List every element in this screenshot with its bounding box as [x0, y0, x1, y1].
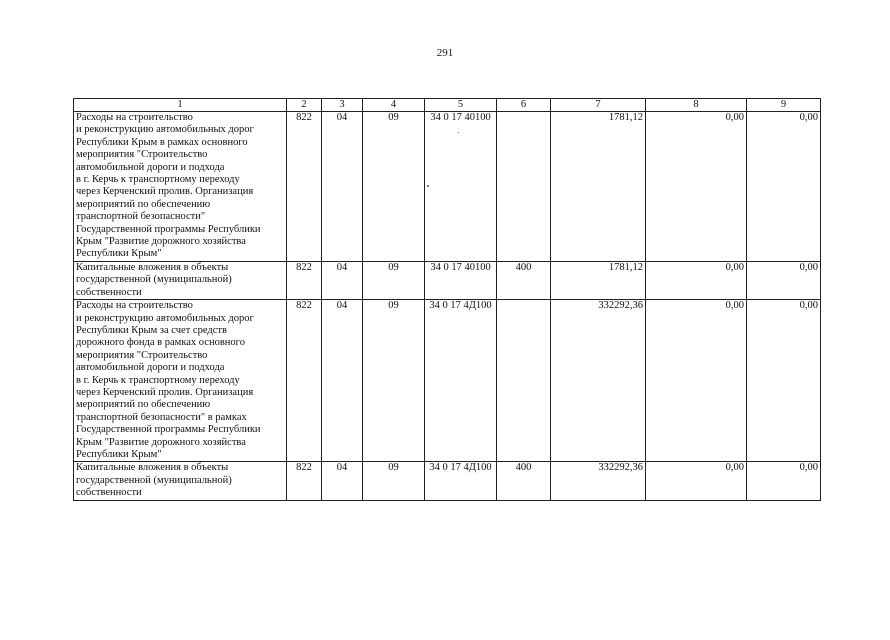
row-col6: 400 — [497, 261, 551, 299]
row-col7: 332292,36 — [551, 300, 646, 462]
row-col8: 0,00 — [646, 462, 747, 500]
row-col9: 0,00 — [747, 462, 821, 500]
table-row — [74, 462, 821, 500]
scan-speck — [427, 185, 429, 187]
row-col5: 34 0 17 4Д100 — [425, 462, 497, 500]
row-col3: 04 — [322, 261, 363, 299]
row-col5: 34 0 17 40100 — [425, 112, 497, 262]
budget-table — [73, 98, 821, 501]
row-col4: 09 — [363, 300, 425, 462]
row-col7: 1781,12 — [551, 261, 646, 299]
row-description: Расходы на строительство и реконструкцию автомобильных дорог Республики Крым за счет средств дорожного фонда в рамках основного мероприятия "Строительство автомобильной дороги и подхода в г. Керчь к транспортному переходу через Керченский пролив. Организация мероприятий по обеспечению транспортной безопасности" в рамках Государственной программы Республики Крым "Развитие дорожного хозяйства Республики Крым" — [74, 300, 287, 462]
row-description: Капитальные вложения в объекты государственной (муниципальной) собственности — [74, 261, 287, 299]
header-col-1: 1 — [74, 99, 287, 112]
row-col4: 09 — [363, 112, 425, 262]
header-col-4: 4 — [363, 99, 425, 112]
header-row — [74, 99, 821, 112]
row-col6 — [497, 300, 551, 462]
row-col9: 0,00 — [747, 300, 821, 462]
row-col7: 332292,36 — [551, 462, 646, 500]
header-col-8: 8 — [646, 99, 747, 112]
table-row — [74, 300, 821, 462]
row-col9: 0,00 — [747, 112, 821, 262]
row-col7: 1781,12 — [551, 112, 646, 262]
row-col2: 822 — [287, 261, 322, 299]
row-description: Расходы на строительство и реконструкцию автомобильных дорог Республики Крым в рамках основного мероприятия "Строительство автомобильной дороги и подхода в г. Керчь к транспортному переходу через Керченский пролив. Организация мероприятий по обеспечению транспортной безопасности" Государственной программы Республики Крым "Развитие дорожного хозяйства Республики Крым" — [74, 112, 287, 262]
row-col8: 0,00 — [646, 261, 747, 299]
row-col8: 0,00 — [646, 112, 747, 262]
row-col8: 0,00 — [646, 300, 747, 462]
row-col2: 822 — [287, 112, 322, 262]
header-col-6: 6 — [497, 99, 551, 112]
scan-speck — [458, 132, 459, 133]
row-col5: 34 0 17 4Д100 — [425, 300, 497, 462]
row-col3: 04 — [322, 112, 363, 262]
row-col2: 822 — [287, 462, 322, 500]
row-col6 — [497, 112, 551, 262]
header-col-9: 9 — [747, 99, 821, 112]
row-col5: 34 0 17 40100 — [425, 261, 497, 299]
table-row — [74, 112, 821, 262]
page-number: 291 — [436, 47, 454, 59]
header-col-2: 2 — [287, 99, 322, 112]
header-col-3: 3 — [322, 99, 363, 112]
row-col9: 0,00 — [747, 261, 821, 299]
row-col2: 822 — [287, 300, 322, 462]
row-col4: 09 — [363, 261, 425, 299]
row-col4: 09 — [363, 462, 425, 500]
row-col3: 04 — [322, 300, 363, 462]
header-col-5: 5 — [425, 99, 497, 112]
row-col6: 400 — [497, 462, 551, 500]
row-col3: 04 — [322, 462, 363, 500]
header-col-7: 7 — [551, 99, 646, 112]
table-row — [74, 261, 821, 299]
row-description: Капитальные вложения в объекты государственной (муниципальной) собственности — [74, 462, 287, 500]
